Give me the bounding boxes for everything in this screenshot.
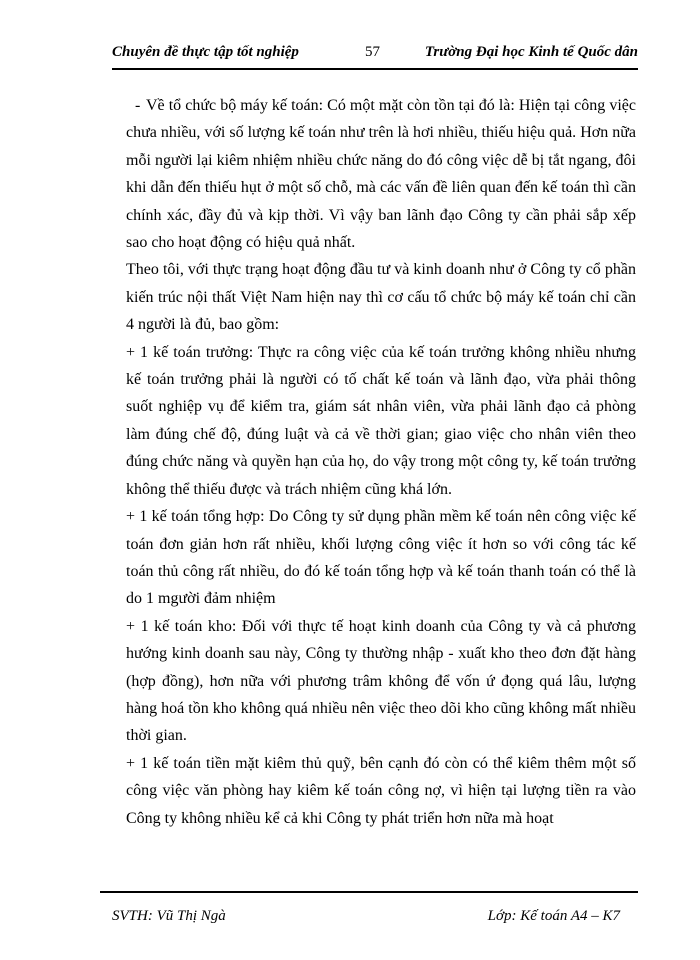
header-divider (112, 68, 638, 70)
header-page-number: 57 (365, 44, 380, 60)
footer-student: SVTH: Vũ Thị Ngà (112, 908, 226, 924)
paragraph-organization (126, 92, 636, 256)
paragraph-organization-text: Về tổ chức bộ máy kế toán: Có một mặt còn tồn tại đó là: Hiện tại công việc chưa nhiều, với số lượng kế toán như trên là hơi nhiều, thiếu hiệu quả. Hơn nữa mỗi người lại kiêm nhiệm nhiều chức năng do đó công việc dễ bị tắt ngang, đôi khi dẫn đến thiếu hụt ở một số chỗ, mà các vấn đề liên quan đến kế toán thì cần chính xác, đầy đủ và kịp thời. Vì vậy ban lãnh đạo Công ty cần phải sắp xếp sao cho hoạt động có hiệu quả nhất. (126, 97, 636, 252)
bullet-dash: - (135, 97, 141, 114)
header-thesis-title: Chuyên đề thực tập tốt nghiệp (112, 44, 299, 60)
paragraph-chief-accountant: + 1 kế toán trưởng: Thực ra công việc của kế toán trưởng không nhiều nhưng kế toán trưởng phải là người có tố chất kế toán và lãnh đạo, vừa phải thông suốt nghiệp vụ để kiểm tra, giám sát nhân viên, vừa phải lãnh đạo cả phòng làm đúng chế độ, đúng luật và cả về thời gian; giao việc cho nhân viên theo đúng chức năng và quyền hạn của họ, do vậy trong một công ty, kế toán trưởng không thể thiếu được và trách nhiệm cũng khá lớn. (126, 343, 636, 498)
paragraph-opinion: Theo tôi, với thực trạng hoạt động đầu tư và kinh doanh như ở Công ty cổ phần kiến trúc nội thất Việt Nam hiện nay thì cơ cấu tổ chức bộ máy kế toán chỉ cần 4 người là đủ, bao gồm: (126, 261, 636, 334)
page-header (112, 36, 638, 70)
paragraph-cash-accountant: + 1 kế toán tiền mặt kiêm thủ quỹ, bên cạnh đó còn có thể kiêm thêm một số công việc văn phòng hay kiêm kế toán công nợ, vì hiện tại lượng tiền ra vào Công ty không nhiều kể cả khi Công ty phát triển hơn nữa mà hoạt (126, 754, 636, 827)
footer-divider (100, 891, 638, 893)
header-university: Trường Đại học Kinh tế Quốc dân (424, 44, 638, 60)
paragraph-warehouse-accountant: + 1 kế toán kho: Đối với thực tế hoạt kinh doanh của Công ty và cả phương hướng kinh doanh sau này, Công ty thường nhập - xuất kho theo đơn đặt hàng (hợp đồng), hơn nữa với phương trâm không để vốn ứ đọng quá lâu, lượng hàng hoá tồn kho không quá nhiều nên việc theo dõi kho cũng không mất nhiều thời gian. (126, 617, 636, 745)
body-text (126, 92, 636, 832)
footer-class: Lớp: Kế toán A4 – K7 (487, 908, 620, 924)
paragraph-general-accountant: + 1 kế toán tổng hợp: Do Công ty sử dụng phần mềm kế toán nên công việc kế toán đơn giản hơn rất nhiều, khối lượng công việc ít hơn so với công tác kế toán thủ công rất nhiều, do đó kế toán tổng hợp và kế toán thanh toán có thể là do 1 mgười đảm nhiệm (126, 508, 636, 608)
